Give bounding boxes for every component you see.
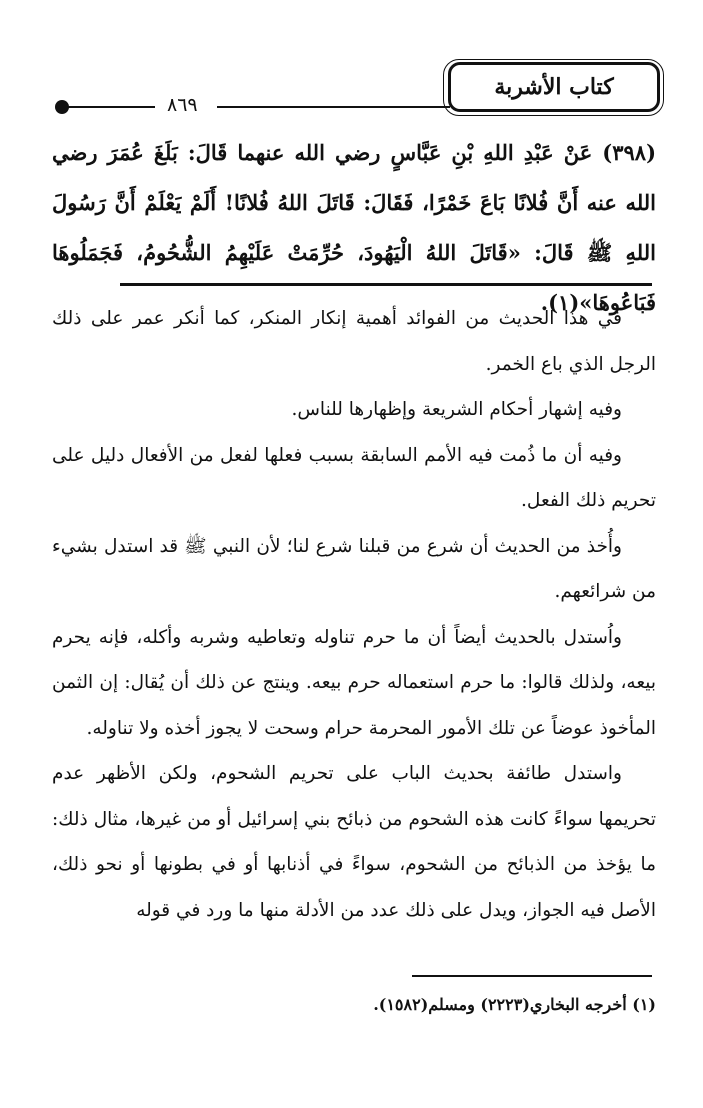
page-number: ٨٦٩ (167, 94, 198, 116)
paragraph: واستدل طائفة بحديث الباب على تحريم الشحوم، ولكن الأظهر عدم تحريمها سواءً كانت هذه الشحوم من ذبائح بني إسرائيل أو من غيرها، مثال ذلك: ما يؤخذ من الذبائح من الشحوم، سواءً في أذنابها أو في بطونها أو نحو ذلك، الأصل فيه الجواز، ويدل على ذلك عدد من الأدلة منها ما ورد في قوله (52, 763, 656, 921)
hadith-separator (120, 283, 652, 286)
ornament-line-left (67, 106, 155, 108)
chapter-title: كتاب الأشربة (494, 74, 614, 100)
paragraph: وأُخذ من الحديث أن شرع من قبلنا شرع لنا؛ لأن النبي ﷺ قد استدل بشيء من شرائعهم. (52, 535, 656, 602)
page-number-ornament (55, 94, 450, 117)
footnote-separator (412, 975, 652, 977)
paragraph: في هذا الحديث من الفوائد أهمية إنكار المنكر، كما أنكر عمر على ذلك الرجل الذي باع الخمر. (52, 308, 656, 375)
hadith-text: (٣٩٨) عَنْ عَبْدِ اللهِ بْنِ عَبَّاسٍ رضي الله عنهما قَالَ: بَلَغَ عُمَرَ رضي الله عنه أَنَّ فُلانًا بَاعَ خَمْرًا، فَقَالَ: قَاتَلَ اللهُ فُلانًا! أَلَمْ يَعْلَمْ أَنَّ رَسُولَ اللهِ ﷺ قَالَ: «قَاتَلَ اللهُ الْيَهُودَ، حُرِّمَتْ عَلَيْهِمُ الشُّحُومُ، فَجَمَلُوهَا فَبَاعُوهَا»(١). (52, 140, 656, 315)
footnote: (١) أخرجه البخاري(٢٢٢٣) ومسلم(١٥٨٢). (373, 995, 656, 1014)
ornament-line-right (217, 106, 450, 108)
chapter-header-box (448, 62, 660, 112)
paragraph: وفيه إشهار أحكام الشريعة وإظهارها للناس. (291, 399, 622, 420)
paragraph: واُستدل بالحديث أيضاً أن ما حرم تناوله وتعاطيه وشربه وأكله، فإنه يحرم بيعه، ولذلك قالوا: ما حرم استعماله حرم بيعه. وينتج عن ذلك أن يُقال: إن الثمن المأخوذ عوضاً عن تلك الأمور المحرمة حرام وسحت لا يجوز أخذه ولا تناوله. (52, 626, 656, 739)
paragraph: وفيه أن ما ذُمت فيه الأمم السابقة بسبب فعلها لفعل من الأفعال دليل على تحريم ذلك الفعل. (52, 444, 656, 511)
commentary-body (52, 296, 656, 933)
